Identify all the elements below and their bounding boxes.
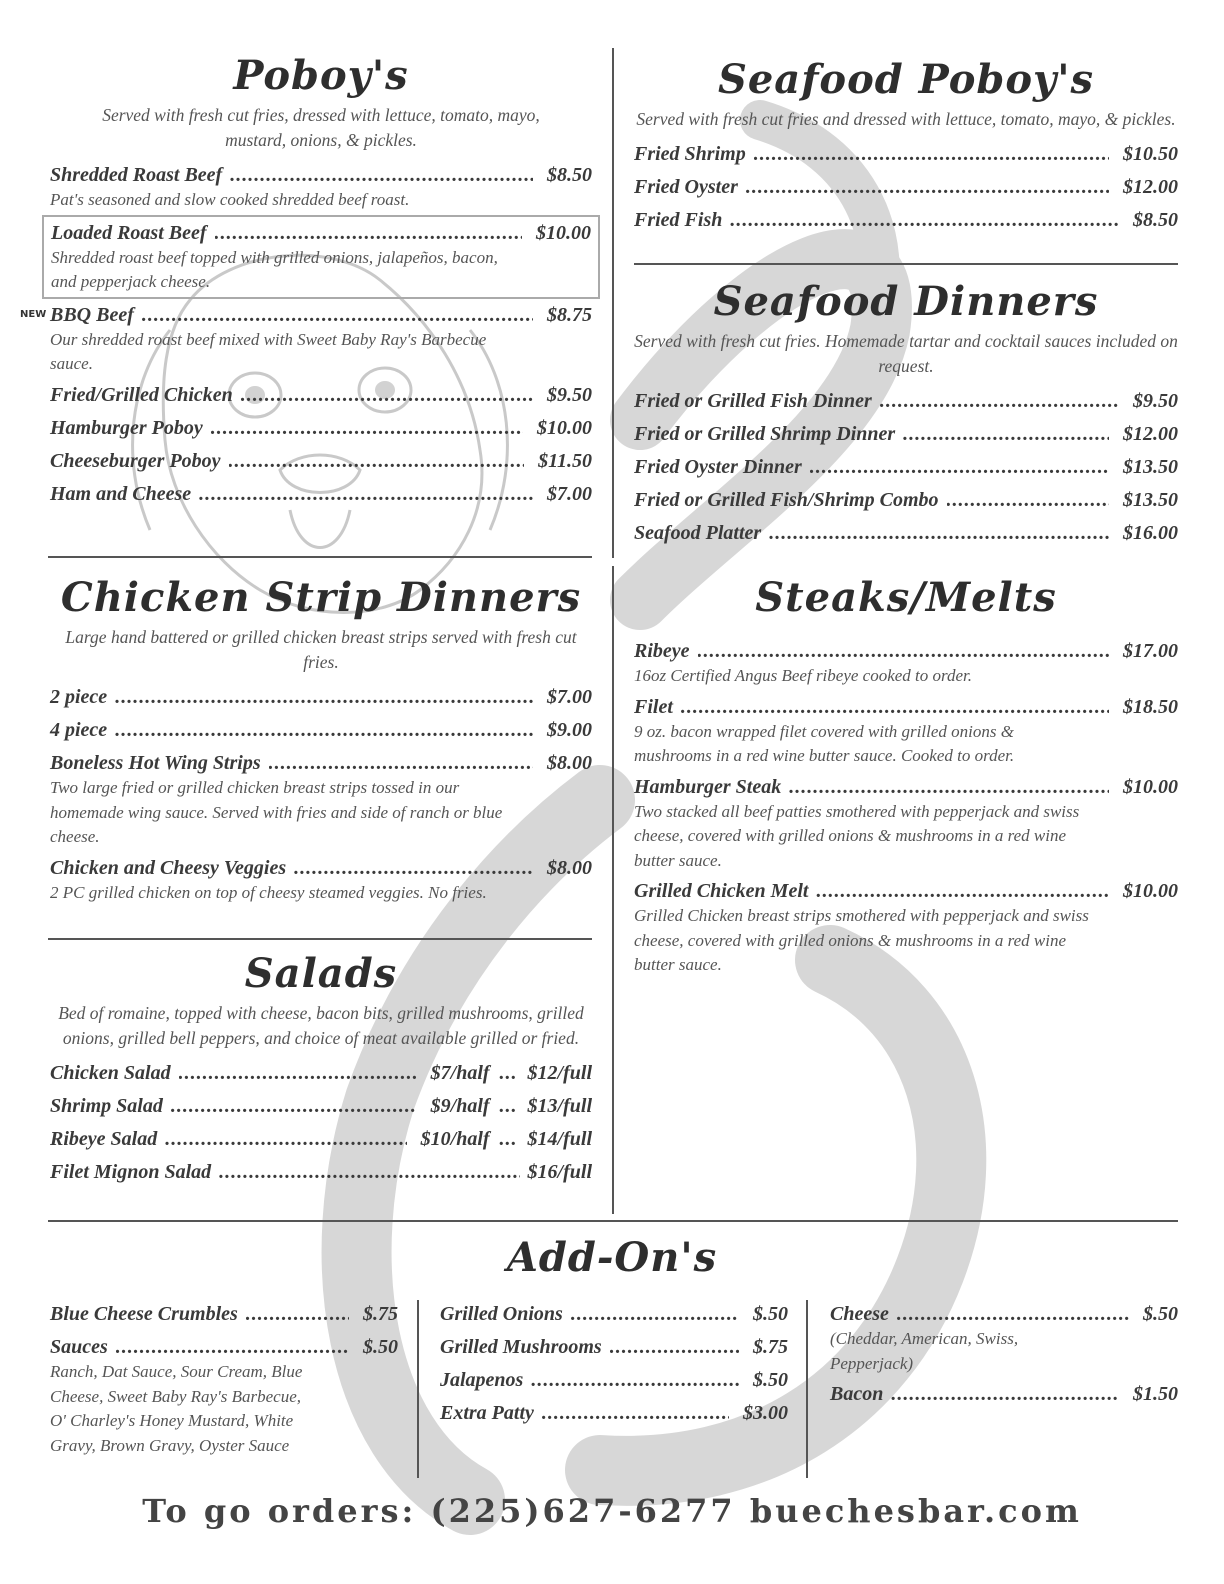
section-title: Seafood Poboy's	[717, 56, 1095, 103]
price-separator: ...	[499, 1095, 518, 1117]
item-name: Fried or Grilled Shrimp Dinner	[634, 423, 896, 445]
item-name: Fried or Grilled Fish/Shrimp Combo	[634, 489, 939, 511]
seafood-dinners-section	[634, 278, 1178, 550]
salad-item	[50, 1057, 592, 1090]
item-name: Hamburger Steak	[634, 775, 782, 798]
item-name: Grilled Mushrooms	[440, 1336, 602, 1358]
addon-item	[440, 1397, 788, 1430]
item-price: $3.00	[743, 1402, 788, 1424]
addons-column-2	[440, 1298, 788, 1430]
addon-item	[830, 1298, 1178, 1376]
item-price: $18.50	[1123, 695, 1178, 718]
menu-item	[50, 379, 592, 412]
section-description: Large hand battered or grilled chicken breast strips served with fresh cut fries.	[65, 627, 577, 672]
item-price: $9.00	[547, 719, 592, 741]
section-title: Salads	[244, 950, 398, 997]
poboys-section	[20, 52, 592, 511]
item-name: Cheeseburger Poboy	[50, 449, 221, 472]
item-name: Hamburger Poboy	[50, 416, 203, 439]
item-name: Grilled Chicken Melt	[634, 880, 809, 902]
menu-item	[50, 478, 592, 511]
salads-section	[50, 950, 592, 1189]
item-name: Ribeye Salad	[50, 1128, 158, 1150]
section-title: Steaks/Melts	[755, 574, 1057, 621]
chicken-strip-section	[50, 574, 592, 907]
item-name: Fried Shrimp	[634, 143, 746, 165]
item-name: Fried Fish	[634, 209, 723, 231]
item-price: $8.00	[547, 752, 592, 774]
menu-item	[50, 445, 592, 478]
item-name: Sauces	[50, 1336, 108, 1358]
menu-item	[634, 451, 1178, 484]
menu-item-highlighted	[42, 215, 600, 299]
menu-item	[20, 299, 592, 377]
item-price: $10.00	[537, 416, 592, 439]
menu-item	[50, 747, 592, 850]
menu-item	[634, 204, 1178, 237]
item-price: $7.00	[547, 686, 592, 708]
salad-item	[50, 1123, 592, 1156]
chicken-bottom-rule	[48, 938, 592, 940]
section-title: Chicken Strip Dinners	[60, 574, 582, 621]
item-price: $11.50	[538, 449, 592, 472]
item-price: $8.50	[1133, 209, 1178, 231]
seafood-poboys-bottom-rule	[634, 263, 1178, 265]
section-description: Served with fresh cut fries and dressed with lettuce, tomato, mayo, & pickles.	[636, 109, 1176, 129]
menu-item	[50, 852, 592, 906]
addons-divider-1	[417, 1300, 419, 1478]
addon-item	[440, 1364, 788, 1397]
item-price: $16.00	[1123, 522, 1178, 544]
item-name: Chicken Salad	[50, 1062, 171, 1084]
menu-item	[50, 159, 592, 213]
section-description: Bed of romaine, topped with cheese, bacon bits, grilled mushrooms, grilled onions, grilled bell peppers, and choice of meat available grilled or fried.	[58, 1003, 584, 1048]
item-description: Ranch, Dat Sauce, Sour Cream, Blue Cheese, Sweet Baby Ray's Barbecue, O' Charley's Honey Mustard, White Gravy, Brown Gravy, Oyster Sauce	[50, 1362, 303, 1455]
addon-item	[440, 1298, 788, 1331]
item-name: 2 piece	[50, 686, 108, 708]
item-description: 2 PC grilled chicken on top of cheesy steamed veggies. No fries.	[50, 882, 487, 902]
top-vertical-divider	[612, 48, 614, 558]
addon-item	[50, 1331, 398, 1458]
item-price: $12.00	[1123, 176, 1178, 198]
item-description: Two stacked all beef patties smothered with pepperjack and swiss cheese, covered with grilled onions & mushrooms in a red wine butter sauce.	[634, 801, 1080, 870]
salad-item	[50, 1090, 592, 1123]
item-name: Filet Mignon Salad	[50, 1161, 212, 1183]
item-name: Fried Oyster Dinner	[634, 456, 802, 478]
item-description: Our shredded roast beef mixed with Sweet Baby Ray's Barbecue sauce.	[50, 329, 487, 373]
item-name: Blue Cheese Crumbles	[50, 1303, 238, 1325]
new-badge: NEW	[20, 308, 47, 320]
item-price: $10.00	[1123, 880, 1178, 902]
full-price: $16/full	[527, 1161, 592, 1183]
menu-item	[634, 171, 1178, 204]
price-separator: ...	[499, 1128, 518, 1150]
menu-item	[634, 418, 1178, 451]
item-price: $12.00	[1123, 423, 1178, 445]
item-description: 9 oz. bacon wrapped filet covered with grilled onions & mushrooms in a red wine butter sauce. Cooked to order.	[634, 721, 1015, 765]
poboys-bottom-rule	[48, 556, 592, 558]
section-title: Seafood Dinners	[713, 278, 1099, 325]
item-price: $10.50	[1123, 143, 1178, 165]
menu-item	[50, 714, 592, 747]
addons-column-3	[830, 1298, 1178, 1411]
addon-item	[440, 1331, 788, 1364]
item-price: $8.75	[547, 303, 592, 326]
middle-vertical-divider	[612, 566, 614, 1214]
item-name: Fried or Grilled Fish Dinner	[634, 390, 872, 412]
item-name: Fried/Grilled Chicken	[50, 383, 233, 406]
addons-column-1	[50, 1298, 398, 1460]
item-price: $8.00	[547, 856, 592, 879]
salad-item	[50, 1156, 592, 1189]
footer-contact: To go orders: (225)627-6277 buechesbar.com	[142, 1492, 1082, 1530]
menu-item	[634, 484, 1178, 517]
full-price: $14/full	[527, 1128, 592, 1150]
steaks-melts-section	[634, 574, 1178, 980]
item-price: $13.50	[1123, 456, 1178, 478]
item-price: $1.50	[1133, 1383, 1178, 1405]
item-price: $.75	[363, 1303, 398, 1325]
item-name: Fried Oyster	[634, 176, 738, 198]
item-price: $.75	[753, 1336, 788, 1358]
item-name: BBQ Beef	[50, 303, 134, 326]
item-price: $.50	[753, 1369, 788, 1391]
seafood-poboys-section	[634, 52, 1178, 237]
menu-item	[634, 138, 1178, 171]
item-name: Shrimp Salad	[50, 1095, 163, 1117]
item-price: $.50	[363, 1336, 398, 1358]
price-separator: ...	[499, 1062, 518, 1084]
item-price: $.50	[1143, 1303, 1178, 1325]
item-name: Bacon	[830, 1383, 884, 1405]
addons-title: Add-On's	[506, 1234, 718, 1281]
full-price: $12/full	[527, 1062, 592, 1084]
item-description: Pat's seasoned and slow cooked shredded beef roast.	[50, 190, 410, 209]
addon-item	[50, 1298, 398, 1331]
item-name: Filet	[634, 695, 673, 718]
item-name: 4 piece	[50, 719, 108, 741]
item-description: Grilled Chicken breast strips smothered with pepperjack and swiss cheese, covered with grilled onions & mushrooms in a red wine butter sauce.	[634, 906, 1089, 974]
menu-item	[634, 385, 1178, 418]
menu-item	[634, 691, 1178, 769]
addons-divider-2	[806, 1300, 808, 1478]
section-title: Poboy's	[233, 52, 409, 99]
item-name: Chicken and Cheesy Veggies	[50, 856, 287, 879]
half-price: $7/half	[430, 1062, 490, 1084]
item-name: Shredded Roast Beef	[50, 164, 223, 186]
item-name: Boneless Hot Wing Strips	[50, 752, 261, 774]
item-description: (Cheddar, American, Swiss, Pepperjack)	[830, 1329, 1019, 1373]
menu-item	[634, 635, 1178, 689]
item-name: Seafood Platter	[634, 522, 762, 544]
full-price: $13/full	[527, 1095, 592, 1117]
menu-item	[634, 875, 1178, 978]
menu-item	[634, 771, 1178, 874]
item-name: Cheese	[830, 1303, 889, 1325]
menu-item	[50, 412, 592, 445]
section-description: Served with fresh cut fries. Homemade tartar and cocktail sauces included on request.	[634, 331, 1178, 376]
item-name: Grilled Onions	[440, 1303, 563, 1325]
item-name: Extra Patty	[440, 1402, 534, 1424]
item-name: Jalapenos	[440, 1369, 524, 1391]
item-price: $13.50	[1123, 489, 1178, 511]
half-price: $10/half	[420, 1128, 490, 1150]
menu-item	[50, 681, 592, 714]
item-description: Shredded roast beef topped with grilled onions, jalapeños, bacon, and pepperjack cheese.	[51, 247, 498, 291]
half-price: $9/half	[430, 1095, 490, 1117]
item-price: $8.50	[547, 164, 592, 186]
item-name: Ham and Cheese	[50, 482, 192, 505]
item-name: Ribeye	[634, 640, 690, 662]
item-price: $10.00	[1123, 775, 1178, 798]
addons-top-rule	[48, 1220, 1178, 1222]
item-price: $.50	[753, 1303, 788, 1325]
addon-item	[830, 1378, 1178, 1411]
section-description: Served with fresh cut fries, dressed with lettuce, tomato, mayo, mustard, onions, & pickles.	[102, 105, 540, 150]
item-name: Loaded Roast Beef	[51, 221, 207, 244]
item-description: Two large fried or grilled chicken breast strips tossed in our homemade wing sauce. Served with fries and side of ranch or blue cheese.	[50, 778, 503, 846]
item-price: $10.00	[536, 221, 591, 244]
menu-item	[634, 517, 1178, 550]
item-price: $9.50	[547, 383, 592, 406]
item-description: 16oz Certified Angus Beef ribeye cooked to order.	[634, 666, 973, 685]
item-price: $7.00	[547, 482, 592, 505]
item-price: $17.00	[1123, 640, 1178, 662]
item-price: $9.50	[1133, 390, 1178, 412]
